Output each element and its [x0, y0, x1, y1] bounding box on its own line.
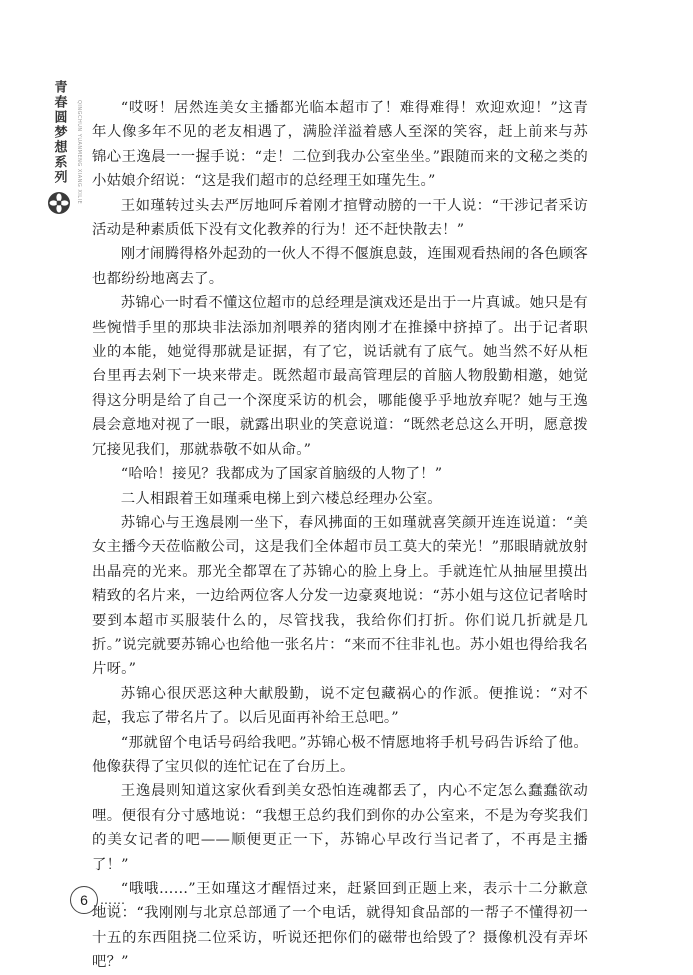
- paragraph: 刚才闹腾得格外起劲的一伙人不得不偃旗息鼓，连围观看热闹的各色顾客也都纷纷地离去了。: [92, 246, 588, 287]
- paragraph: “哦哦……”王如瑾这才醒悟过来，赶紧回到正题上来，表示十二分歉意地说：“我刚刚与北京总部通了一个电话，就得知食品部的一帮子不懂得初一十五的东西阻挠二位采访，听说还把你们的磁带也给毁了？摄像机没有弄坏吧？”: [92, 881, 588, 971]
- series-sidebar: [46, 80, 72, 215]
- paragraph: “哎呀！居然连美女主播都光临本超市了！难得难得！欢迎欢迎！”这青年人像多年不见的老友相遇了，满脸洋溢着感人至深的笑容，赶上前来与苏锦心王逸晨一一握手说：“走！二位到我办公室坐坐。”跟随而来的文秘之类的小姑娘介绍说：“这是我们超市的总经理王如瑾先生。”: [92, 100, 588, 190]
- paragraph: 苏锦心一时看不懂这位超市的总经理是演戏还是出于一片真诚。她只是有些惋惜手里的那块非法添加剂喂养的猪肉刚才在推搡中挤掉了。出于记者职业的本能，她觉得那就是证据，有了它，说话就有了底气。她当然不好从柜台里再去剁下一块来带走。既然超市最高管理层的首脑人物殷勤相邀，她觉得这分明是给了自己一个深度采访的机会，哪能傻乎乎地放弃呢？她与王逸晨会意地对视了一眼，就露出职业的笑意说道：“既然老总这么开明，愿意拨冗接见我们，那就恭敬不如从命。”: [92, 295, 588, 458]
- page-number-dots: ……: [100, 893, 126, 907]
- paragraph: 苏锦心很厌恶这种大献殷勤，说不定包藏祸心的作派。便推说：“对不起，我忘了带名片了。以后见面再补给王总吧。”: [92, 685, 588, 727]
- page-number-circle: 6: [70, 886, 98, 914]
- series-subtitle: QINGCHUN YUANMENG XIANG XILIE: [76, 100, 82, 205]
- page-number: [70, 886, 126, 914]
- paragraph: 王逸晨则知道这家伙看到美女恐怕连魂都丢了，内心不定怎么蠢蠢欲动哩。便很有分寸感地说：“我想王总约我们到你的办公室来，不是为夸奖我们的美女记者的吧——顺便更正一下，苏锦心早改行当记者了，不再是主播了！”: [92, 783, 588, 873]
- series-title: 青春圆梦想系列: [51, 80, 67, 185]
- flower-emblem-icon: [47, 191, 71, 215]
- body-text: [92, 96, 588, 975]
- paragraph: “哈哈！接见？我都成为了国家首脑级的人物了！”: [120, 466, 443, 483]
- paragraph: “那就留个电话号码给我吧。”苏锦心极不情愿地将手机号码告诉给了他。他像获得了宝贝似的连忙记在了台历上。: [92, 734, 588, 775]
- paragraph: 王如瑾转过头去严厉地呵斥着刚才揎臂动膀的一干人说：“干涉记者采访活动是种素质低下没有文化教养的行为！还不赶快散去！”: [92, 197, 588, 239]
- paragraph: 二人相跟着王如瑾乘电梯上到六楼总经理办公室。: [120, 490, 442, 507]
- paragraph: 苏锦心与王逸晨刚一坐下，春风拂面的王如瑾就喜笑颜开连连说道：“美女主播今天莅临敝公司，这是我们全体超市员工莫大的荣光！”那眼睛就放射出晶亮的光来。那光全都罩在了苏锦心的脸上身上。手就连忙从抽屉里摸出精致的名片来，一边给两位客人分发一边豪爽地说：“苏小姐与这位记者啥时要到本超市买服装什么的，尽管找我，我给你们打折。你们说几折就是几折。”说完就要苏锦心也给他一张名片：“来而不往非礼也。苏小姐也得给我名片呀。”: [92, 514, 588, 678]
